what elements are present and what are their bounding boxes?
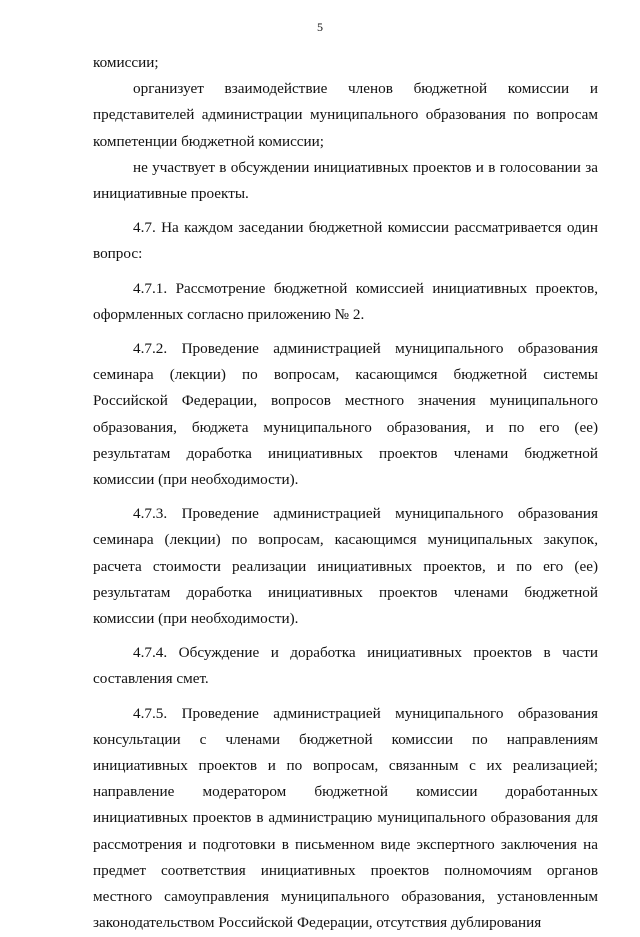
paragraph-no-vote: не участвует в обсуждении инициативных проектов и в голосовании за инициативные проекты. <box>93 158 598 203</box>
paragraph-commission-end: комиссии; <box>93 54 159 71</box>
paragraph-4-7: 4.7. На каждом заседании бюджетной комиссии рассматривается один вопрос: <box>93 219 598 263</box>
paragraph-4-7-1: 4.7.1. Рассмотрение бюджетной комиссией инициативных проектов, оформленных согласно приложению № 2. <box>93 279 598 323</box>
paragraph-4-7-2: 4.7.2. Проведение администрацией муниципального образования семинара (лекции) по вопросам, касающимся бюджетной системы Российской Федерации, вопросов местного значения муниципального образования, бюджета муниципального образования, и по его (ее) результатам доработка инициативных проектов членами бюджетной комиссии (при необходимости). <box>93 340 598 489</box>
paragraph-4-7-3: 4.7.3. Проведение администрацией муниципального образования семинара (лекции) по вопросам, касающимся муниципальных закупок, расчета стоимости реализации инициативных проектов, и по его (ее) результатам доработка инициативных проектов членами бюджетной комиссии (при необходимости). <box>93 505 598 628</box>
paragraph-4-7-5: 4.7.5. Проведение администрацией муниципального образования консультации с членами бюджетной комиссии по направлениям инициативных проектов и по вопросам, связанным с их реализацией; направление модератором бюджетной комиссии доработанных инициативных проектов в администрацию муниципального образования для рассмотрения и подготовки в письменном виде экспертного заключения на предмет соответствия инициативных проектов полномочиям органов местного самоуправления муниципального образования, установленным законодательством Российской Федерации, отсутствия дублирования <box>93 704 598 932</box>
page-number: 5 <box>317 20 323 34</box>
paragraph-organizes: организует взаимодействие членов бюджетной комиссии и представителей администрации муниципального образования по вопросам компетенции бюджетной комиссии; <box>93 80 598 150</box>
document-body <box>93 50 598 937</box>
paragraph-4-7-4: 4.7.4. Обсуждение и доработка инициативных проектов в части составления смет. <box>93 644 598 688</box>
